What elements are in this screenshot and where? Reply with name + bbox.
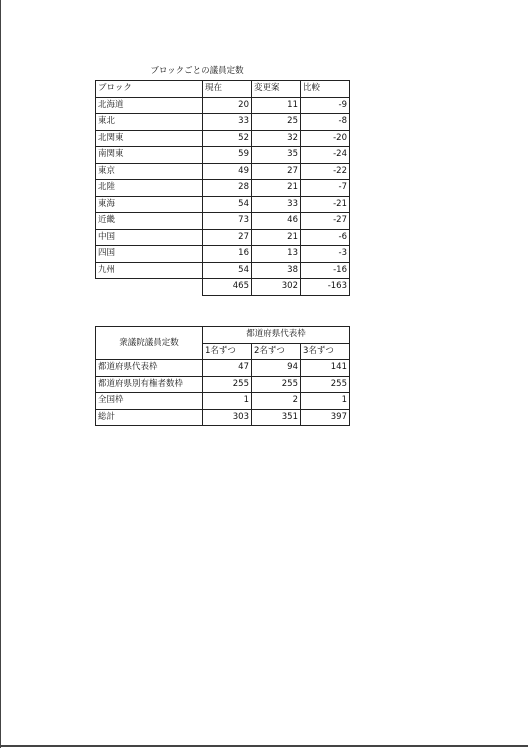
value-cell: 54 bbox=[203, 196, 252, 213]
header-comparison: 比較 bbox=[301, 81, 350, 98]
page-bottom-border bbox=[0, 745, 528, 747]
value-cell: 38 bbox=[252, 262, 301, 279]
table-row bbox=[96, 180, 350, 197]
value-cell: 303 bbox=[203, 409, 252, 426]
block-name-cell: 南関東 bbox=[96, 147, 203, 164]
subheader-2: 2名ずつ bbox=[252, 343, 301, 360]
table1-title: ブロックごとの議員定数 bbox=[150, 66, 244, 76]
table-row bbox=[96, 393, 350, 410]
value-cell: -20 bbox=[301, 130, 350, 147]
value-cell: -8 bbox=[301, 114, 350, 131]
block-name-cell: 北海道 bbox=[96, 97, 203, 114]
value-cell: 11 bbox=[252, 97, 301, 114]
corner-label: 衆議院議員定数 bbox=[96, 327, 203, 360]
block-name-cell: 北関東 bbox=[96, 130, 203, 147]
row-label-cell: 全国枠 bbox=[96, 393, 203, 410]
table-row bbox=[96, 114, 350, 131]
block-name-cell: 九州 bbox=[96, 262, 203, 279]
value-cell: 33 bbox=[203, 114, 252, 131]
value-cell: 255 bbox=[301, 376, 350, 393]
value-cell: -16 bbox=[301, 262, 350, 279]
value-cell: 255 bbox=[252, 376, 301, 393]
block-name-cell: 東北 bbox=[96, 114, 203, 131]
value-cell: -27 bbox=[301, 213, 350, 230]
value-cell: 20 bbox=[203, 97, 252, 114]
value-cell: 25 bbox=[252, 114, 301, 131]
header-block: ブロック bbox=[96, 81, 203, 98]
table-row bbox=[96, 409, 350, 426]
value-cell: 59 bbox=[203, 147, 252, 164]
subheader-1: 1名ずつ bbox=[203, 343, 252, 360]
table-row bbox=[96, 163, 350, 180]
value-cell: 351 bbox=[252, 409, 301, 426]
row-label-cell: 都道府県代表枠 bbox=[96, 360, 203, 377]
block-name-cell: 東海 bbox=[96, 196, 203, 213]
block-name-cell: 近畿 bbox=[96, 213, 203, 230]
value-cell: 255 bbox=[203, 376, 252, 393]
table-row bbox=[96, 130, 350, 147]
value-cell: 47 bbox=[203, 360, 252, 377]
value-cell: 2 bbox=[252, 393, 301, 410]
block-name-cell: 中国 bbox=[96, 229, 203, 246]
value-cell: 21 bbox=[252, 229, 301, 246]
header-current: 現在 bbox=[203, 81, 252, 98]
table-row bbox=[96, 196, 350, 213]
totals-blank-cell bbox=[96, 279, 203, 296]
value-cell: -21 bbox=[301, 196, 350, 213]
value-cell: 35 bbox=[252, 147, 301, 164]
value-cell: 32 bbox=[252, 130, 301, 147]
block-name-cell: 東京 bbox=[96, 163, 203, 180]
table-row bbox=[96, 360, 350, 377]
value-cell: 21 bbox=[252, 180, 301, 197]
house-seat-table bbox=[95, 326, 350, 426]
value-cell: 28 bbox=[203, 180, 252, 197]
block-name-cell: 北陸 bbox=[96, 180, 203, 197]
value-cell: 94 bbox=[252, 360, 301, 377]
table-row bbox=[96, 147, 350, 164]
total-cell: 302 bbox=[252, 279, 301, 296]
table-row bbox=[96, 213, 350, 230]
row-label-cell: 都道府県別有権者数枠 bbox=[96, 376, 203, 393]
table-row bbox=[96, 376, 350, 393]
table-row bbox=[96, 246, 350, 263]
value-cell: -3 bbox=[301, 246, 350, 263]
value-cell: 46 bbox=[252, 213, 301, 230]
block-name-cell: 四国 bbox=[96, 246, 203, 263]
table-row bbox=[96, 97, 350, 114]
value-cell: 13 bbox=[252, 246, 301, 263]
value-cell: 1 bbox=[203, 393, 252, 410]
page-left-border bbox=[0, 0, 1, 748]
value-cell: 52 bbox=[203, 130, 252, 147]
value-cell: 1 bbox=[301, 393, 350, 410]
value-cell: -9 bbox=[301, 97, 350, 114]
table-row bbox=[96, 229, 350, 246]
value-cell: 54 bbox=[203, 262, 252, 279]
value-cell: -6 bbox=[301, 229, 350, 246]
header-proposal: 変更案 bbox=[252, 81, 301, 98]
block-seat-table bbox=[95, 80, 350, 296]
value-cell: -24 bbox=[301, 147, 350, 164]
value-cell: -22 bbox=[301, 163, 350, 180]
value-cell: -7 bbox=[301, 180, 350, 197]
value-cell: 141 bbox=[301, 360, 350, 377]
value-cell: 397 bbox=[301, 409, 350, 426]
table-row bbox=[96, 262, 350, 279]
table-header-row bbox=[96, 81, 350, 98]
value-cell: 33 bbox=[252, 196, 301, 213]
value-cell: 27 bbox=[203, 229, 252, 246]
value-cell: 27 bbox=[252, 163, 301, 180]
group-header: 都道府県代表枠 bbox=[203, 327, 350, 344]
value-cell: 16 bbox=[203, 246, 252, 263]
row-label-cell: 総計 bbox=[96, 409, 203, 426]
total-cell: -163 bbox=[301, 279, 350, 296]
value-cell: 49 bbox=[203, 163, 252, 180]
total-cell: 465 bbox=[203, 279, 252, 296]
subheader-3: 3名ずつ bbox=[301, 343, 350, 360]
table-header-row bbox=[96, 327, 350, 344]
value-cell: 73 bbox=[203, 213, 252, 230]
totals-row bbox=[96, 279, 350, 296]
